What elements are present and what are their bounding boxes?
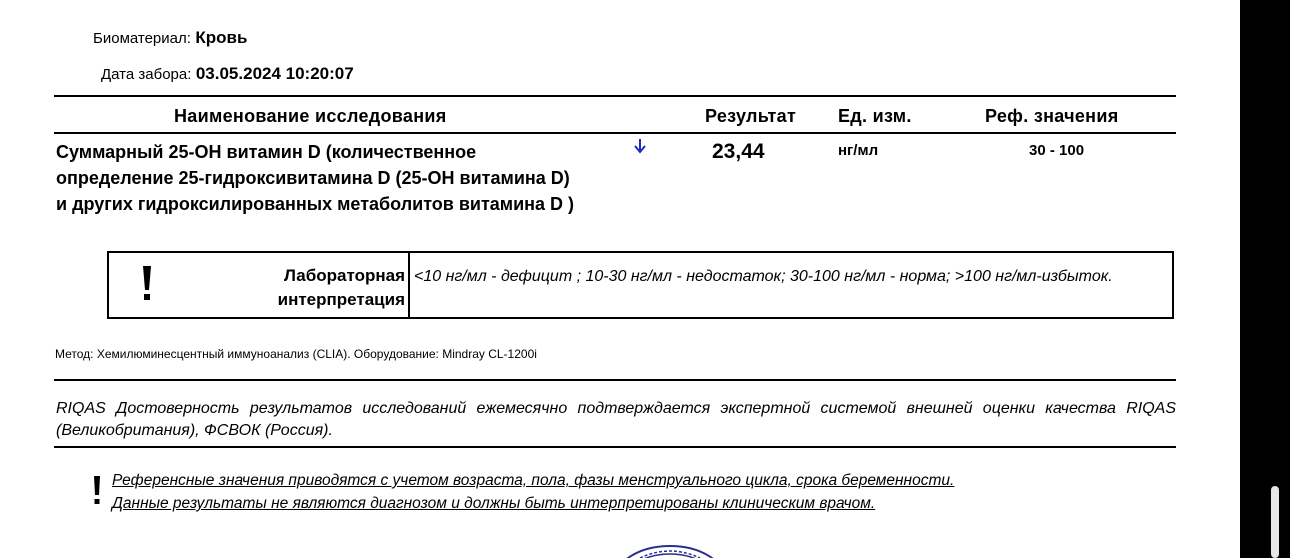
riqas-bottom-rule [54,446,1176,448]
column-header-test-name: Наименование исследования [174,106,447,126]
exclamation-icon [140,266,154,307]
collection-date-label: Дата забора: [101,66,192,83]
stamp-seal [610,540,730,558]
interpretation-divider [408,253,410,319]
interpretation-text: <10 нг/мл - дефицит ; 10-30 нг/мл - недостаток; 30-100 нг/мл - норма; >100 нг/мл-избыток. [414,268,1113,285]
result-value: 23,44 [712,140,765,163]
table-top-rule [54,95,1176,97]
biomaterial-value: Кровь [195,28,248,47]
reference-value: 30 - 100 [1029,142,1085,159]
unit-value: нг/мл [838,142,879,159]
riqas-text: RIQAS Достоверность результатов исследований ежемесячно подтверждается экспертной системой внешней оценки качества RIQAS (Великобритания), ФСВОК (Россия). [56,400,1176,439]
notes-line-1: Референсные значения приводятся с учетом возраста, пола, фазы менструального цикла, срока беременности. [112,472,955,489]
column-header-result: Результат [705,106,797,126]
interpretation-label: Лабораторная интерпретация [277,266,405,309]
notes-exclamation-icon [92,476,102,511]
test-name: Суммарный 25-OH витамин D (количественное определение 25-гидроксивитамина D (25-OH витамина D) и других гидроксилированных метаболитов витамина D ) [56,142,575,214]
scrollbar-thumb[interactable] [1271,486,1279,558]
column-header-unit: Ед. изм. [838,106,912,126]
column-header-reference: Реф. значения [985,106,1119,126]
riqas-top-rule [54,379,1176,381]
method-text: Метод: Хемилюминесцентный иммуноанализ (CLIA). Оборудование: Mindray CL-1200i [55,347,537,361]
arrow-down-icon [633,138,647,159]
collection-date-value: 03.05.2024 10:20:07 [195,64,354,83]
biomaterial-label: Биоматериал: [93,30,191,47]
notes-line-2: Данные результаты не являются диагнозом и должны быть интерпретированы клиническим врачом. [112,495,876,512]
table-header-rule [54,132,1176,134]
viewer-sidebar [1240,0,1290,558]
biomaterial-row [93,28,247,48]
collection-date-row [101,64,354,84]
